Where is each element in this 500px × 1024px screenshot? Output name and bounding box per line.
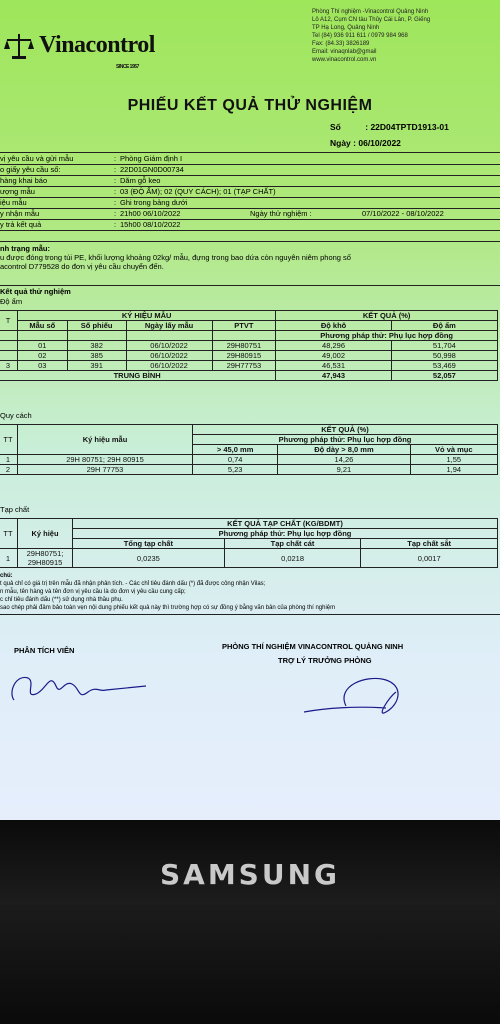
table-row: 01 382 06/10/2022 29H80751 48,296 51,704 xyxy=(0,341,498,351)
table-row: 3 03 391 06/10/2022 29H77753 46,531 53,469 xyxy=(0,361,498,371)
table-row: 02 385 06/10/2022 29H80915 49,002 50,998 xyxy=(0,351,498,361)
moisture-table: T KÝ HIỆU MẪU KẾT QUẢ (%) Mẫu số Số phiếu Ngày lấy mẫu PTVT Độ khô Độ ẩm Phương pháp thử: Phụ lục hợp đồng 01 382 06/10/2022 29H80751 48,296 51,704 02 385 06/10/2022 29H80915 49,002 50,998 3 03 391 06/10/2022 29H77753 46,531 53,469 TRUNG BÌNH 47,943 52,057 xyxy=(0,310,498,381)
size-heading: Quy cách xyxy=(0,411,32,420)
logo-text: Vinacontrol xyxy=(39,32,155,58)
table-row: 2 29H 77753 5,23 9,21 1,94 xyxy=(0,465,498,475)
vinacontrol-logo xyxy=(4,32,155,70)
lab-subtitle: TRỢ LÝ TRƯỞNG PHÒNG xyxy=(278,656,372,665)
address-block: Phòng Thí nghiệm -Vinacontrol Quảng Ninh Lô A12, Cụm CN tàu Thủy Cái Lân, P. Giếng TP Hạ Long, Quảng Ninh Tel (84) 936 911 611 / 0979 984 968 Fax: (84.33) 3826189 Email: vinaqnlab@gmail www.vinacontrol.com.vn xyxy=(312,9,431,63)
assistant-signature xyxy=(296,668,426,724)
size-table: TT Ký hiệu mẫu KẾT QUẢ (%) Phương pháp thử: Phụ lục hợp đồng > 45,0 mm Độ dày > 8,0 mm Vỏ và mục 1 29H 80751; 29H 80915 0,74 14,26 1,55 2 29H 77753 5,23 9,21 1,94 xyxy=(0,424,498,475)
impurity-table: TT Ký hiệu KẾT QUẢ TẠP CHẤT (KG/BDMT) Phương pháp thử: Phụ lục hợp đồng Tổng tạp chất Tạp chất cát Tạp chất sắt 1 29H80751; 29H80915 0,0235 0,0218 0,0017 xyxy=(0,518,498,568)
moisture-heading: Độ ẩm xyxy=(0,297,23,306)
lab-title: PHÒNG THÍ NGHIỆM VINACONTROL QUẢNG NINH xyxy=(222,642,404,651)
analyst-signature xyxy=(6,662,156,712)
table-row: 1 29H80751; 29H80915 0,0235 0,0218 0,0017 xyxy=(0,549,498,568)
table-row: 1 29H 80751; 29H 80915 0,74 14,26 1,55 xyxy=(0,455,498,465)
report-date: Ngày : 06/10/2022 xyxy=(330,138,401,148)
report-number: Số : 22D04TPTD1913-01 xyxy=(330,122,449,132)
monitor-brand: SAMSUNG xyxy=(159,858,341,891)
logo-since: SINCE 1957 xyxy=(116,64,139,70)
result-heading: Kết quả thử nghiệm xyxy=(0,287,71,296)
document-title: PHIẾU KẾT QUẢ THỬ NGHIỆM xyxy=(127,97,373,114)
notes: chú: t quả chỉ có giá trị trên mẫu đã nhận phân tích. - Các chỉ tiêu đánh dấu (*) đã được công nhận Vilas; n mẫu, tên hàng và tên đơn vị yêu cầu là do đơn vị yêu cầu cung cấp; c chỉ tiêu đánh dấu (**) sử dụng nhà thầu phụ. sao chép phải đảm bảo toàn vẹn nội dung phiếu kết quả này thì trường hợp có sự đồng ý bằng văn bản của phòng thí nghiệm xyxy=(0,573,336,611)
sample-condition: nh trạng mẫu: u được đóng trong túi PE, khối lượng khoảng 02kg/ mẫu, đựng trong bao dứa còn nguyên niêm phong số acontrol D779528 do đơn vị yêu cầu chuyển đến. xyxy=(0,244,351,271)
impurity-heading: Tạp chất xyxy=(0,505,30,514)
monitor-bezel xyxy=(0,820,500,1024)
info-section: vị yêu cầu và gửi mẫu Phòng Giám định I : o giấy yêu cầu số: : 22D01GN0D00734 hàng khai báo : Dăm gỗ keo ượng mẫu : 03 (ĐỘ ẨM); 02 (QUY CÁCH); 01 (TẠP CHẤT) iệu mẫu : Ghi trong bảng dưới y nhận mẫu : 21h00 06/10/2022 Ngày thử nghiệm : 07/10/2022 - 08/10/2022 y trả kết quả : 15h00 08/10/2022 xyxy=(0,154,444,229)
analyst-title: PHÂN TÍCH VIÊN xyxy=(14,646,75,655)
scales-icon xyxy=(4,32,34,60)
